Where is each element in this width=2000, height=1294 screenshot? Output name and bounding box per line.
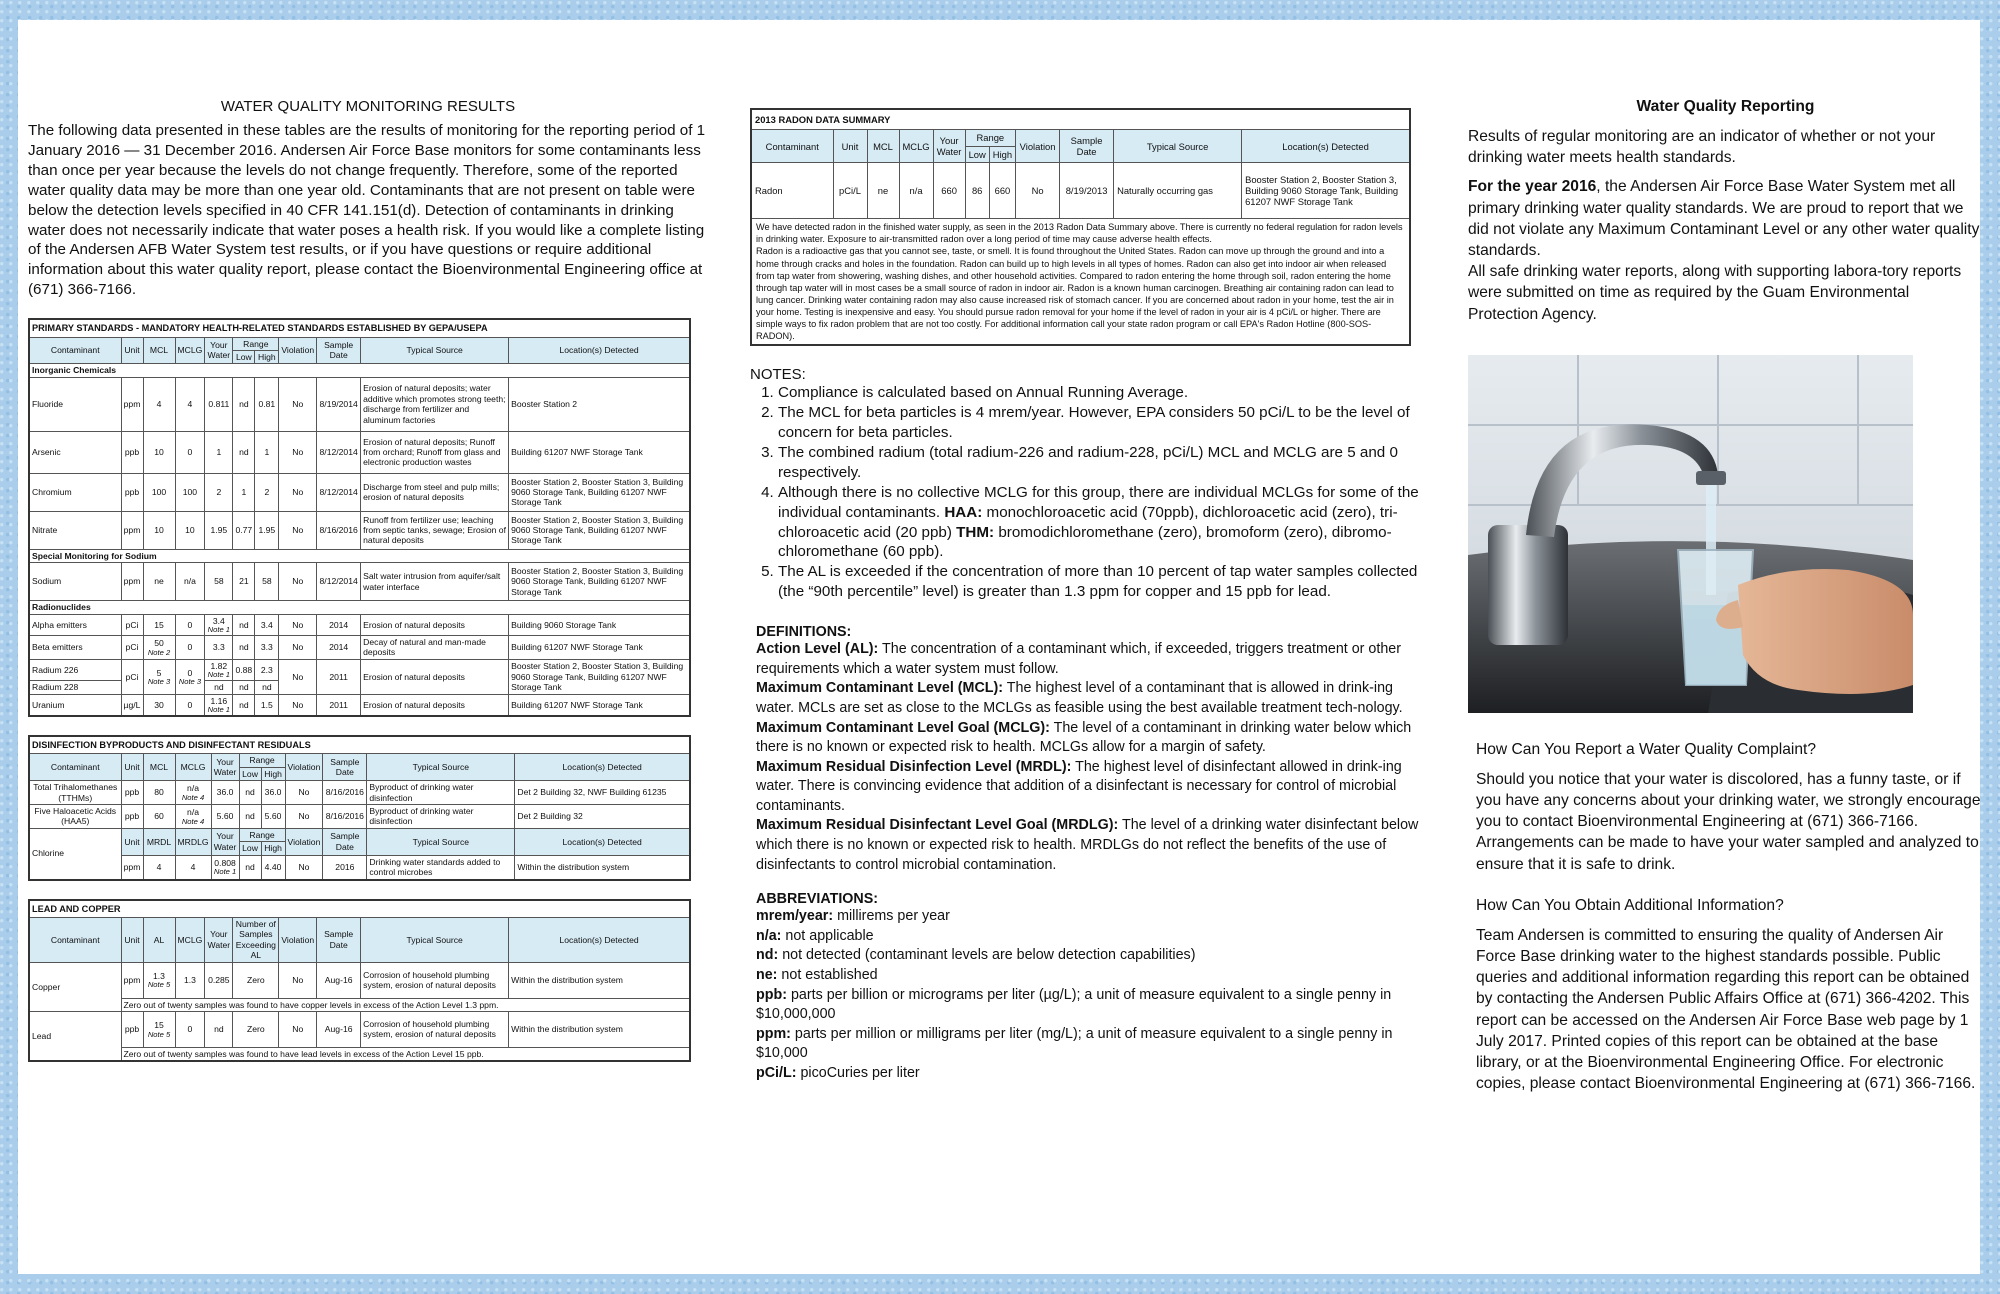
complaint-answer: Should you notice that your water is discolored, has a funny taste, or if you have any concerns about your drinking water, we strongly encourage you to contact Bioenvironmental Engineering at (671) 366-7166. Arrangements can be made to have your water sampled and analyzed to ensure that it is safe to drink. — [1476, 770, 1981, 873]
table-cell: ppb — [121, 473, 143, 511]
table-cell: nd — [233, 614, 255, 635]
definition: Maximum Contaminant Level Goal (MCLG): The level of a contaminant in drinking water below which there is no known or expected risk to health. MCLGs allow for a margin of safety. — [756, 719, 1412, 756]
col-header: Sample Date — [317, 917, 361, 962]
table-cell: No — [285, 781, 323, 805]
table-cell: Alpha emitters — [29, 614, 121, 635]
col-header: Contaminant — [29, 754, 121, 781]
table-cell: 1 — [233, 473, 255, 511]
table-cell: Booster Station 2, Booster Station 3, Building 9060 Storage Tank, Building 61207 NWF Storage Tank — [509, 563, 690, 601]
table-cell: Within the distribution system — [509, 962, 690, 998]
table-cell: Byproduct of drinking water disinfection — [367, 805, 515, 829]
table-cell: Fluoride — [29, 377, 121, 431]
notes-list — [750, 383, 1432, 602]
table-cell: Drinking water standards added to control microbes — [367, 855, 515, 879]
radon-text-1: We have detected radon in the finished water supply, as seen in the 2013 Radon Data Summary above. There is currently no federal regulation for radon levels in drinking water. Exposure to air-transmitted radon over a long period of time may cause adverse health effects. — [756, 222, 1403, 245]
table-cell: 4 — [175, 377, 205, 431]
col-header: Your Water — [205, 337, 233, 364]
table-cell: ppb — [121, 781, 143, 805]
right-column — [1468, 20, 1983, 1094]
table-row — [29, 636, 690, 660]
col-header: Violation — [279, 337, 317, 364]
table-cell: No — [279, 694, 317, 716]
table-cell: 80 — [143, 781, 175, 805]
table-cell: Radium 226 — [29, 659, 121, 680]
table-cell: n/a Note 4 — [175, 805, 211, 829]
table-cell: Zero — [233, 1011, 279, 1047]
table-cell: nd — [233, 681, 255, 694]
abbreviation: ppb: parts per billion or micrograms per liter (µg/L); a unit of measure equivalent to a single penny in $10,000,000 — [756, 986, 1392, 1023]
table-cell: Nitrate — [29, 511, 121, 549]
middle-column — [750, 20, 1432, 1084]
col-header: Contaminant — [751, 130, 833, 163]
abbreviation: ppm: parts per million or milligrams per liter (mg/L); a unit of measure equivalent to a single penny in $10,000 — [756, 1025, 1393, 1062]
table-cell: n/a — [175, 563, 205, 601]
table-cell: No — [279, 377, 317, 431]
table-title: DISINFECTION BYPRODUCTS AND DISINFECTANT RESIDUALS — [29, 736, 690, 754]
abbreviations-title: ABBREVIATIONS: — [756, 891, 879, 908]
col-header: Sample Date — [317, 337, 361, 364]
table-row — [29, 962, 690, 998]
table-cell: 2.3 — [255, 659, 279, 680]
abbreviation: ne: not established — [756, 967, 878, 984]
col-header: High — [261, 767, 285, 780]
table-cell: ppb — [121, 1011, 143, 1047]
table-row — [29, 511, 690, 549]
table-cell: 3.3 — [255, 636, 279, 660]
table-cell: Booster Station 2, Booster Station 3, Building 9060 Storage Tank, Building 61207 NWF Storage Tank — [509, 659, 690, 694]
table-cell: No — [279, 431, 317, 473]
table-cell: 0 — [175, 636, 205, 660]
table-cell: 8/16/2016 — [323, 805, 367, 829]
col-header: Low — [233, 350, 255, 363]
results-intro: The following data presented in these tables are the results of monitoring for the reporting period of 1 January 2016 — 31 December 2016. Andersen Air Force Base monitors for some contaminants less than once per year because the levels do not change frequently. Therefore, some of the reported water quality data may be more than one year old. Contaminants that are not present on table were below the detection levels specified in 40 CFR 141.151(d). Detection of contaminants in drinking water does not necessarily indicate that water poses a health risk. If you would like a complete listing of the Andersen AFB Water System test results, or if you have questions or require additional information about this water quality report, please contact the Bioenvironmental Engineering office at (671) 366-7166. — [28, 122, 706, 299]
table-cell: 0.811 — [205, 377, 233, 431]
table-cell: 0.88 — [233, 659, 255, 680]
abbreviation: n/a: not applicable — [756, 927, 874, 944]
table-cell: ppm — [121, 962, 143, 998]
table-cell: Building 61207 NWF Storage Tank — [509, 431, 690, 473]
col-header: Your Water — [933, 130, 965, 163]
table-cell: Erosion of natural deposits — [361, 659, 509, 694]
table-cell: Det 2 Building 32, NWF Building 61235 — [515, 781, 690, 805]
table-cell: pCi/L — [833, 163, 867, 219]
table-row — [29, 563, 690, 601]
col-header: Unit — [121, 917, 143, 962]
table-cell: 0 — [175, 694, 205, 716]
list-item: 1. Compliance is calculated based on Annual Running Average. — [778, 383, 1432, 403]
table-cell: 10 — [143, 431, 175, 473]
lead-note: Zero out of twenty samples was found to have lead levels in excess of the Action Level 15 ppb. — [121, 1047, 690, 1061]
table-cell: 60 — [143, 805, 175, 829]
table-cell: 8/19/2013 — [1060, 163, 1114, 219]
table-cell: Within the distribution system — [509, 1011, 690, 1047]
results-title: WATER QUALITY MONITORING RESULTS — [220, 98, 516, 115]
table-cell: 8/16/2016 — [317, 511, 361, 549]
table-cell: Copper — [29, 962, 121, 1011]
table-cell: Booster Station 2 — [509, 377, 690, 431]
col-header: Location(s) Detected — [509, 917, 690, 962]
table-cell: 1.95 — [255, 511, 279, 549]
table-cell: 1.3 — [175, 962, 205, 998]
table-cell: 100 — [143, 473, 175, 511]
definition: Action Level (AL): The concentration of a contaminant which, if exceeded, triggers treatment or other requirements which a water system must follow. — [756, 641, 1401, 677]
col-header: Violation — [279, 917, 317, 962]
abbreviation: pCi/L: picoCuries per liter — [756, 1065, 920, 1081]
table-row — [29, 694, 690, 716]
table-cell: Building 61207 NWF Storage Tank — [509, 694, 690, 716]
primary-standards-table — [28, 318, 691, 717]
table-cell: 0 — [175, 431, 205, 473]
table-cell: No — [279, 511, 317, 549]
table-cell: Building 61207 NWF Storage Tank — [509, 636, 690, 660]
table-cell: ne — [867, 163, 899, 219]
col-header: Violation — [285, 828, 323, 855]
table-cell: ppb — [121, 805, 143, 829]
table-cell: No — [279, 614, 317, 635]
table-cell: nd — [233, 431, 255, 473]
section-label: Special Monitoring for Sodium — [29, 549, 690, 562]
table-cell: 30 — [143, 694, 175, 716]
table-cell: 1.82 Note 1 — [205, 659, 233, 680]
list-item: 4. Although there is no collective MCLG for this group, there are individual MCLGs for some of the individual contaminants. HAA: monochloroacetic acid (70ppb), dichloroacetic acid (zero), tri-chloroacetic acid (20 ppb) THM: bromodichloromethane (zero), bromoform (zero), dibromo-chloromethane (60 ppb). — [778, 483, 1432, 563]
table-cell: Aug-16 — [317, 962, 361, 998]
table-cell: nd — [205, 681, 233, 694]
definition: Maximum Contaminant Level (MCL): The highest level of a contaminant that is allowed in drink-ing water. MCLs are set as close to the MCLGs as feasible using the best available treatment tech-nology. — [756, 680, 1403, 716]
table-cell: 10 — [175, 511, 205, 549]
abbreviation: mrem/year: millirems per year — [756, 908, 950, 925]
col-header: Typical Source — [1114, 130, 1242, 163]
table-cell: No — [285, 855, 323, 879]
table-cell: 660 — [989, 163, 1015, 219]
table-cell: 1.16 Note 1 — [205, 694, 233, 716]
table-cell: ppm — [121, 855, 143, 879]
table-cell: No — [279, 563, 317, 601]
table-cell: 0 — [175, 1011, 205, 1047]
col-header: Location(s) Detected — [1242, 130, 1410, 163]
table-cell: Zero — [233, 962, 279, 998]
table-cell: 58 — [205, 563, 233, 601]
chlorine-label: Chlorine — [29, 828, 121, 879]
col-header: Low — [239, 842, 261, 855]
col-header: Sample Date — [323, 828, 367, 855]
table-row — [29, 805, 690, 829]
list-item: 2. The MCL for beta particles is 4 mrem/year. However, EPA considers 50 pCi/L to be the level of concern for beta particles. — [778, 403, 1432, 443]
table-cell: Sodium — [29, 563, 121, 601]
lead-copper-table — [28, 899, 691, 1063]
table-title: LEAD AND COPPER — [29, 900, 690, 918]
info-answer: Team Andersen is committed to ensuring the quality of Andersen Air Force Base drinking water to the highest standards possible. Public queries and additional information regarding this report can be obtained by contacting the Andersen Public Affairs Office at (671) 366-4202. This report can be accessed on the Andersen Air Force Base web page by 1 July 2017. Printed copies of this report can be obtained at the base library, or at the Bioenvironmental Engineering Office. For electronic copies, please contact Bioenvironmental Engineering at (671) 366-7166. — [1476, 926, 1976, 1093]
radon-table — [750, 108, 1411, 346]
notes-title: NOTES: — [750, 366, 806, 384]
table-row — [29, 781, 690, 805]
table-cell: 1.95 — [205, 511, 233, 549]
col-header: High — [261, 842, 285, 855]
table-row — [29, 377, 690, 431]
abbreviation: nd: not detected (contaminant levels are below detection capabilities) — [756, 947, 1196, 964]
table-cell: 15 Note 5 — [143, 1011, 175, 1047]
col-header: Violation — [285, 754, 323, 781]
table-cell: 1 — [255, 431, 279, 473]
table-cell: Discharge from steel and pulp mills; erosion of natural deposits — [361, 473, 509, 511]
faucet-water-glass-photo — [1468, 355, 1913, 713]
table-cell: Booster Station 2, Booster Station 3, Building 9060 Storage Tank, Building 61207 NWF Storage Tank — [509, 511, 690, 549]
table-cell: nd — [233, 377, 255, 431]
table-cell: pCi — [121, 636, 143, 660]
col-header: MCL — [143, 337, 175, 364]
col-header: Range — [239, 828, 285, 841]
table-cell: Det 2 Building 32 — [515, 805, 690, 829]
col-header: Typical Source — [361, 917, 509, 962]
col-header: High — [989, 146, 1015, 162]
table-cell: n/a Note 4 — [175, 781, 211, 805]
table-cell: 4 — [143, 855, 175, 879]
table-cell: 8/19/2014 — [317, 377, 361, 431]
list-item: 5. The AL is exceeded if the concentration of more than 10 percent of tap water samples collected (the “90th percentile” level) is greater than 1.3 ppm for copper and 15 ppb for lead. — [778, 562, 1432, 602]
table-cell: 8/16/2016 — [323, 781, 367, 805]
table-cell: Uranium — [29, 694, 121, 716]
col-header: Unit — [121, 828, 143, 855]
table-title: PRIMARY STANDARDS - MANDATORY HEALTH-RELATED STANDARDS ESTABLISHED BY GEPA/USEPA — [29, 319, 690, 337]
table-cell: 100 — [175, 473, 205, 511]
list-item: 3. The combined radium (total radium-226 and radium-228, pCi/L) MCL and MCLG are 5 and 0 respectively. — [778, 443, 1432, 483]
col-header: MCL — [867, 130, 899, 163]
table-cell: ppm — [121, 511, 143, 549]
table-cell: ppb — [121, 431, 143, 473]
table-cell: n/a — [899, 163, 933, 219]
table-cell: nd — [205, 1011, 233, 1047]
col-header: Your Water — [211, 754, 239, 781]
table-cell: 0 — [175, 614, 205, 635]
table-cell: Building 9060 Storage Tank — [509, 614, 690, 635]
table-cell: Radium 228 — [29, 681, 121, 694]
table-cell: 36.0 — [211, 781, 239, 805]
table-cell: 8/12/2014 — [317, 473, 361, 511]
table-cell: 8/12/2014 — [317, 431, 361, 473]
table-cell: 4 — [143, 377, 175, 431]
col-header: Location(s) Detected — [515, 754, 690, 781]
table-cell: 3.4 Note 1 — [205, 614, 233, 635]
col-header: MCLG — [175, 754, 211, 781]
table-cell: No — [279, 962, 317, 998]
table-cell: nd — [233, 636, 255, 660]
table-cell: 5.60 — [261, 805, 285, 829]
table-cell: 2011 — [317, 659, 361, 694]
col-header: MCLG — [175, 917, 205, 962]
table-cell: Lead — [29, 1011, 121, 1061]
col-header: Location(s) Detected — [515, 828, 690, 855]
radon-text-2: Radon is a radioactive gas that you cannot see, taste, or smell. It is found throughout the United States. Radon can move up through the ground and into a home through cracks and holes in the foundation. Radon can build up to high levels in all types of homes. Radon can also get into indoor air when released from tap water from showering, washing dishes, and other household activities. Compared to radon entering the home through soil, radon entering the home through tap water will in most cases be a small source of radon in indoor air. Radon is a known human carcinogen. Breathing air containing radon can lead to lung cancer. Drinking water containing radon may also cause increased risk of stomach cancer. If you are concerned about radon in your home, test the air in your home. Testing is inexpensive and easy. You should pursue radon removal for your home if the level of radon in your air is 4 pCi/L or higher. There are simple ways to fix radon problem that are not too costly. For additional information call your state radon program or call EPA's Radon Hotline (800-SOS-RADON). — [756, 246, 1394, 342]
table-cell: 0.808 Note 1 — [211, 855, 239, 879]
table-cell: Salt water intrusion from aquifer/salt water interface — [361, 563, 509, 601]
table-cell: No — [279, 473, 317, 511]
table-cell: Corrosion of household plumbing system, erosion of natural deposits — [361, 962, 509, 998]
table-cell: Beta emitters — [29, 636, 121, 660]
copper-note: Zero out of twenty samples was found to have copper levels in excess of the Action Level 1.3 ppm. — [121, 998, 690, 1011]
table-cell: 3.4 — [255, 614, 279, 635]
info-question: How Can You Obtain Additional Information? — [1476, 896, 1784, 914]
table-cell: Total Trihalomethanes (TTHMs) — [29, 781, 121, 805]
table-cell: 2 — [205, 473, 233, 511]
col-header: Contaminant — [29, 337, 121, 364]
col-header: MRDLG — [175, 828, 211, 855]
table-cell: 8/12/2014 — [317, 563, 361, 601]
table-cell: 2011 — [317, 694, 361, 716]
section-label: Inorganic Chemicals — [29, 364, 690, 377]
table-row — [29, 1011, 690, 1047]
col-header: MCLG — [899, 130, 933, 163]
table-cell: Byproduct of drinking water disinfection — [367, 781, 515, 805]
table-title: 2013 RADON DATA SUMMARY — [751, 109, 1410, 130]
col-header: Range — [239, 754, 285, 767]
table-row — [29, 855, 690, 879]
table-cell: nd — [239, 855, 261, 879]
col-header: Unit — [121, 754, 143, 781]
table-cell: Five Haloacetic Acids (HAA5) — [29, 805, 121, 829]
table-cell: Runoff from fertilizer use; leaching from septic tanks, sewage; Erosion of natural deposits — [361, 511, 509, 549]
col-header: Your Water — [205, 917, 233, 962]
abbreviations — [750, 891, 1432, 1083]
table-row — [751, 163, 1410, 219]
disinfection-table — [28, 735, 691, 880]
table-cell: 2016 — [323, 855, 367, 879]
table-cell: µg/L — [121, 694, 143, 716]
brochure-page — [18, 20, 1980, 1274]
col-header: Typical Source — [367, 754, 515, 781]
table-cell: 5.60 — [211, 805, 239, 829]
table-cell: 1.5 — [255, 694, 279, 716]
left-column — [28, 20, 708, 1080]
col-header: Unit — [121, 337, 143, 364]
table-cell — [751, 219, 1410, 345]
table-cell: 86 — [965, 163, 989, 219]
col-header: Your Water — [211, 828, 239, 855]
table-cell: nd — [255, 681, 279, 694]
table-cell: Decay of natural and man-made deposits — [361, 636, 509, 660]
col-header: Typical Source — [361, 337, 509, 364]
table-cell: 2014 — [317, 636, 361, 660]
col-header: MRDL — [143, 828, 175, 855]
table-cell: Erosion of natural deposits; water additive which promotes strong teeth; discharge from fertilizer and aluminum factories — [361, 377, 509, 431]
table-cell: 3.3 — [205, 636, 233, 660]
col-header: Typical Source — [367, 828, 515, 855]
table-cell: 10 — [143, 511, 175, 549]
definition: Maximum Residual Disinfectant Level Goal (MRDLG): The level of a drinking water disinfectant below which there is no known or expected risk to health. MRDLGs do not reflect the benefits of the use of disinfectants to control microbial contamination. — [756, 817, 1419, 873]
table-cell: 0.81 — [255, 377, 279, 431]
table-cell: 0.285 — [205, 962, 233, 998]
table-cell: Chromium — [29, 473, 121, 511]
table-row — [29, 473, 690, 511]
col-header: MCLG — [175, 337, 205, 364]
table-cell: Naturally occurring gas — [1114, 163, 1242, 219]
table-cell: Arsenic — [29, 431, 121, 473]
table-cell: ppm — [121, 377, 143, 431]
table-cell: 15 — [143, 614, 175, 635]
reporting-p3: All safe drinking water reports, along with supporting labora-tory reports were submitted on time as required by the Guam Environmental Protection Agency. — [1468, 263, 1962, 323]
table-row — [29, 614, 690, 635]
table-cell: Erosion of natural deposits — [361, 694, 509, 716]
reporting-p1: Results of regular monitoring are an indicator of whether or not your drinking water meets health standards. — [1468, 128, 1936, 167]
col-header: Low — [239, 767, 261, 780]
table-cell: 36.0 — [261, 781, 285, 805]
definitions-title: DEFINITIONS: — [756, 624, 852, 641]
table-cell: nd — [239, 781, 261, 805]
col-header: High — [255, 350, 279, 363]
table-cell: ne — [143, 563, 175, 601]
table-cell: Aug-16 — [317, 1011, 361, 1047]
col-header: Range — [965, 130, 1015, 146]
col-header: Range — [233, 337, 279, 350]
col-header: AL — [143, 917, 175, 962]
table-cell: No — [279, 1011, 317, 1047]
table-cell: nd — [233, 694, 255, 716]
table-cell: 58 — [255, 563, 279, 601]
reporting-title: Water Quality Reporting — [1636, 98, 1815, 115]
table-cell: 4 — [175, 855, 211, 879]
table-cell: No — [279, 659, 317, 694]
table-cell: 21 — [233, 563, 255, 601]
col-header: Sample Date — [323, 754, 367, 781]
table-cell: 0 Note 3 — [175, 659, 205, 694]
table-cell: Within the distribution system — [515, 855, 690, 879]
table-cell: pCi — [121, 614, 143, 635]
col-header: Violation — [1016, 130, 1060, 163]
table-cell: nd — [239, 805, 261, 829]
table-cell: 5 Note 3 — [143, 659, 175, 694]
table-cell: 0.77 — [233, 511, 255, 549]
table-cell: No — [279, 636, 317, 660]
reporting-p2: For the year 2016, the Andersen Air Force Base Water System met all primary drinking water quality standards. We are proud to report that we did not violate any Maximum Contaminant Level or any other water quality standards. — [1468, 178, 1980, 260]
col-header: Sample Date — [1060, 130, 1114, 163]
col-header: Low — [965, 146, 989, 162]
table-row — [29, 431, 690, 473]
table-row — [29, 659, 690, 680]
col-header: MCL — [143, 754, 175, 781]
definition: Maximum Residual Disinfection Level (MRDL): The highest level of disinfectant allowed in drink-ing water. There is convincing evidence that addition of a disinfectant is necessary for control of microbial contaminants. — [756, 758, 1402, 814]
table-cell: ppm — [121, 563, 143, 601]
col-header: Number of Samples Exceeding AL — [233, 917, 279, 962]
table-cell: Radon — [751, 163, 833, 219]
table-cell: 660 — [933, 163, 965, 219]
definitions — [750, 624, 1432, 875]
table-cell: 1 — [205, 431, 233, 473]
complaint-question: How Can You Report a Water Quality Complaint? — [1476, 740, 1817, 758]
table-cell: 2014 — [317, 614, 361, 635]
table-cell: pCi — [121, 659, 143, 694]
table-cell: Corrosion of household plumbing system, erosion of natural deposits — [361, 1011, 509, 1047]
table-cell: Booster Station 2, Booster Station 3, Building 9060 Storage Tank, Building 61207 NWF Storage Tank — [509, 473, 690, 511]
col-header: Location(s) Detected — [509, 337, 690, 364]
table-cell: 50 Note 2 — [143, 636, 175, 660]
table-cell: No — [285, 805, 323, 829]
section-label: Radionuclides — [29, 601, 690, 614]
table-cell: Erosion of natural deposits — [361, 614, 509, 635]
table-cell: Booster Station 2, Booster Station 3, Building 9060 Storage Tank, Building 61207 NWF Storage Tank — [1242, 163, 1410, 219]
table-cell: Erosion of natural deposits; Runoff from orchard; Runoff from glass and electronic production wastes — [361, 431, 509, 473]
col-header: Unit — [833, 130, 867, 163]
table-cell: 4.40 — [261, 855, 285, 879]
table-cell: 2 — [255, 473, 279, 511]
col-header: Contaminant — [29, 917, 121, 962]
table-cell: 1.3 Note 5 — [143, 962, 175, 998]
table-cell: No — [1016, 163, 1060, 219]
